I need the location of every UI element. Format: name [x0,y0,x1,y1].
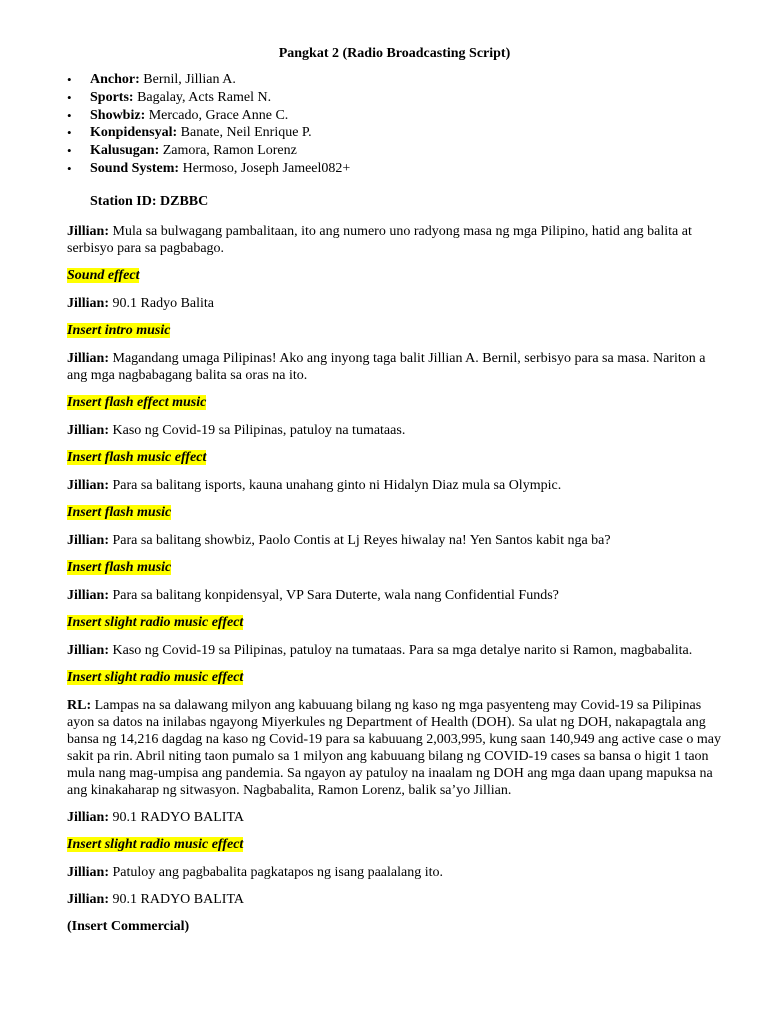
cue-text: Insert flash music [67,559,172,575]
bullet-icon: • [67,160,72,176]
script-line [67,891,722,908]
speaker-label: Jillian: [67,809,110,825]
roster-name: Zamora, Ramon Lorenz [162,143,297,159]
cue-text: Insert intro music [67,322,171,338]
roster-role: Sports: [90,89,134,105]
sound-cue [67,836,722,854]
line-text: Kaso ng Covid-19 sa Pilipinas, patuloy na tumataas. [112,422,406,438]
document-title: Pangkat 2 (Radio Broadcasting Script) [278,46,511,61]
speaker-label: RL: [67,697,92,713]
speaker-label: Jillian: [67,532,110,548]
cue-text: Insert slight radio music effect [67,614,244,630]
sound-cue [67,504,722,522]
roster-item [67,107,722,125]
script-line [67,350,722,384]
speaker-label: Jillian: [67,422,110,438]
sound-cue [67,394,722,412]
cue-text: Insert slight radio music effect [67,836,244,852]
line-text: Lampas na sa dalawang milyon ang kabuuang bilang ng kaso ng mga pasyenteng may Covid-19 sa Pilipinas ayon sa datos na inilabas ngayong Miyerkules ng Department of Health (DOH). Sa ulat ng DOH, nakapagtala ang bansa ng 14,216 dagdag na kaso ng Covid-19 para sa kabuuang 2,003,995, kung saan 140,949 ang active case o may sakit pa rin. Abril niting taon pumalo sa 1 milyon ang kabuuang bilang ng COVID-19 cases sa bansa o higit 1 taon mula nang mag-umpisa ang pandemia. Sa ngayon ay patuloy na inaalam ng DOH ang mga daan upang mapuksa na ang kinakaharap ng sitwasyon. Nagbabalita, Ramon Lorenz, balik sa’yo Jillian. [67,697,721,798]
roster-list [67,71,722,178]
line-text: Patuloy ang pagbabalita pagkatapos ng isang paalalang ito. [112,864,443,880]
line-text: Para sa balitang showbiz, Paolo Contis at Lj Reyes hiwalay na! Yen Santos kabit nga ba? [112,532,611,548]
script-line [67,422,722,439]
bullet-icon: • [67,107,72,123]
roster-role: Showbiz: [90,107,146,123]
sound-cue [67,267,722,285]
speaker-label: Jillian: [67,477,110,493]
roster-role: Kalusugan: [90,143,160,159]
roster-item [67,160,722,178]
cue-text: Insert slight radio music effect [67,669,244,685]
speaker-label: Jillian: [67,223,110,239]
bullet-icon: • [67,125,72,141]
sound-cue [67,669,722,687]
line-text: 90.1 Radyo Balita [112,295,215,311]
sound-cue [67,559,722,577]
roster-name: Banate, Neil Enrique P. [180,125,312,141]
roster-name: Mercado, Grace Anne C. [148,107,289,123]
speaker-label: Jillian: [67,642,110,658]
station-id: Station ID: DZBBC [90,193,209,209]
sound-cue [67,322,722,340]
script-line [67,223,722,257]
cue-text: Sound effect [67,267,140,283]
sound-cue [67,449,722,467]
speaker-label: Jillian: [67,350,110,366]
roster-item [67,124,722,142]
speaker-label: Jillian: [67,864,110,880]
speaker-label: Jillian: [67,295,110,311]
script-line [67,642,722,659]
roster-role: Anchor: [90,72,140,87]
closing-cue: (Insert Commercial) [67,918,190,934]
roster-item [67,142,722,160]
line-text: Magandang umaga Pilipinas! Ako ang inyong taga balit Jillian A. Bernil, serbisyo para sa masa. Nariton a ang mga nagbabagang balita sa oras na ito. [67,350,706,383]
roster-item [67,89,722,107]
script-line [67,587,722,604]
speaker-label: Jillian: [67,587,110,603]
speaker-label: Jillian: [67,891,110,907]
script-line [67,697,722,799]
script-line [67,532,722,549]
roster-name: Bagalay, Acts Ramel N. [137,89,272,105]
bullet-icon: • [67,72,72,87]
cue-text: Insert flash music [67,504,172,520]
cue-text: Insert flash music effect [67,449,207,465]
cue-text: Insert flash effect music [67,394,207,410]
sound-cue [67,614,722,632]
roster-item [67,71,722,89]
roster-name: Hermoso, Joseph Jameel082+ [182,160,351,176]
line-text: 90.1 RADYO BALITA [112,809,244,825]
script-line [67,477,722,494]
roster-role: Sound System: [90,160,180,176]
line-text: Para sa balitang konpidensyal, VP Sara Duterte, wala nang Confidential Funds? [112,587,559,603]
line-text: Kaso ng Covid-19 sa Pilipinas, patuloy na tumataas. Para sa mga detalye narito si Ramon, magbabalita. [112,642,693,658]
bullet-icon: • [67,143,72,159]
line-text: 90.1 RADYO BALITA [112,891,244,907]
roster-role: Konpidensyal: [90,125,178,141]
script-line [67,864,722,881]
roster-name: Bernil, Jillian A. [143,72,236,87]
script-line [67,295,722,312]
script-line [67,809,722,826]
line-text: Mula sa bulwagang pambalitaan, ito ang numero uno radyong masa ng mga Pilipino, hatid ang balita at serbisyo para sa pagbabago. [67,223,692,256]
bullet-icon: • [67,89,72,105]
line-text: Para sa balitang isports, kauna unahang ginto ni Hidalyn Diaz mula sa Olympic. [112,477,562,493]
